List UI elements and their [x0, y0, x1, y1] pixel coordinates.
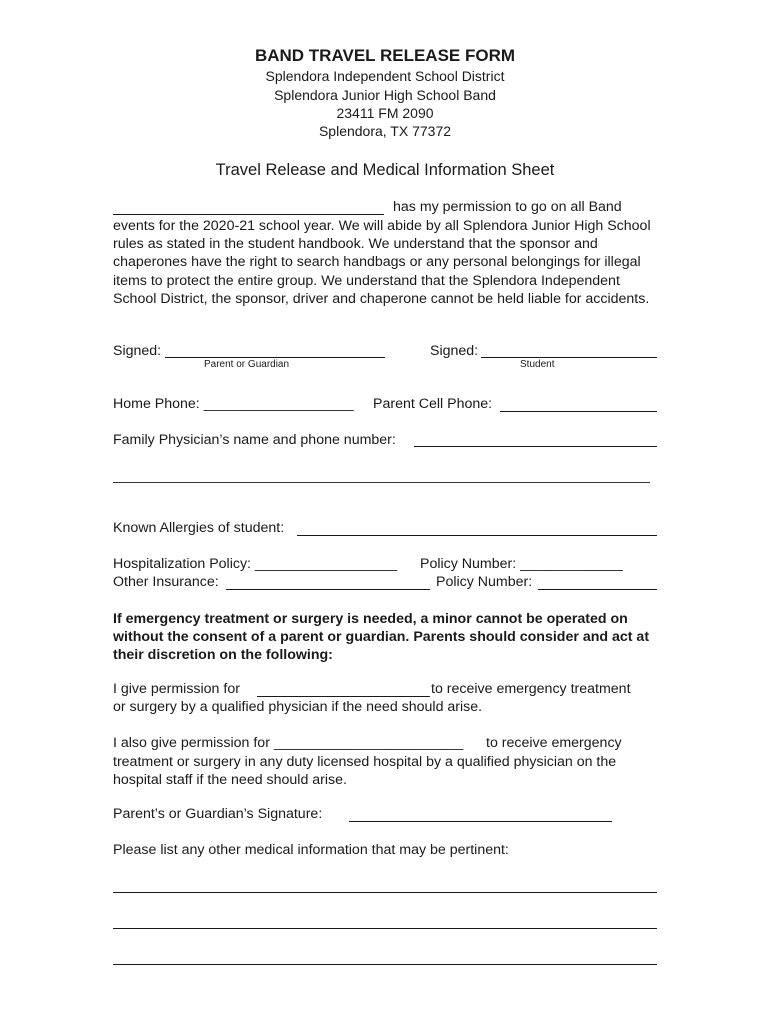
form-subtitle: Travel Release and Medical Information Sheet: [215, 161, 555, 179]
student-name-field[interactable]: [113, 214, 384, 215]
home-phone-field[interactable]: Home Phone: ___________________: [113, 396, 354, 412]
consent2-after: to receive emergency: [486, 735, 622, 751]
medical-info-line-3[interactable]: [113, 964, 657, 965]
form-title: BAND TRAVEL RELEASE FORM: [254, 46, 516, 65]
physician-field[interactable]: [414, 446, 657, 447]
hospitalization-policy-field[interactable]: Hospitalization Policy: __________________: [113, 556, 397, 572]
parent-cell-label: Parent Cell Phone:: [373, 396, 493, 412]
consent1-line2: or surgery by a qualified physician if the need should arise.: [113, 699, 483, 715]
parent-cell-field[interactable]: [500, 411, 657, 412]
physician-label: Family Physician’s name and phone number:: [113, 432, 396, 448]
medical-info-label: Please list any other medical information that may be pertinent:: [113, 842, 509, 858]
consent1-before: I give permission for: [113, 681, 240, 697]
emergency-notice: If emergency treatment or surgery is needed, a minor cannot be operated on without the consent of a parent or guardian. Parents should consider and act at their discretion on the following:: [113, 611, 650, 664]
medical-info-line-1[interactable]: [113, 892, 657, 893]
consent1-name-field[interactable]: [257, 696, 430, 697]
student-signature-field[interactable]: [481, 357, 657, 358]
consent2-rest: treatment or surgery in any duty licensed hospital by a qualified physician on the hospital staff if the need should arise.: [113, 754, 617, 789]
guardian-signature-label: Parent’s or Guardian’s Signature:: [113, 806, 323, 822]
parent-signature-field[interactable]: [165, 357, 385, 358]
school-name: Splendora Junior High School Band: [274, 87, 496, 103]
policy-number-field-1[interactable]: Policy Number: _____________: [420, 556, 623, 572]
guardian-signature-field[interactable]: [349, 821, 612, 822]
student-signed-label: Signed:: [430, 343, 479, 359]
student-caption: Student: [520, 359, 555, 370]
district-name: Splendora Independent School District: [265, 68, 505, 84]
physician-continuation-field[interactable]: [113, 482, 650, 483]
permission-first-line: has my permission to go on all Band: [393, 199, 622, 215]
permission-paragraph: events for the 2020-21 school year. We will abide by all Splendora Junior High School rules as stated in the student handbook. We understand that the sponsor and chaperones have the right to search handbags or any personal belongings for illegal items to protect the entire group. We understand that the Splendora Independent School District, the sponsor, driver and chaperone cannot be held liable for accidents.: [113, 218, 651, 307]
consent1-after: to receive emergency treatment: [431, 681, 631, 697]
policy-number-field-2[interactable]: [538, 589, 657, 590]
other-insurance-field[interactable]: [226, 589, 430, 590]
other-insurance-label: Other Insurance:: [113, 574, 219, 590]
parent-caption: Parent or Guardian: [204, 359, 290, 370]
allergies-field[interactable]: [297, 535, 657, 536]
consent2-before[interactable]: I also give permission for ________________________: [113, 735, 464, 751]
medical-info-line-2[interactable]: [113, 928, 657, 929]
policy-number-label-2: Policy Number:: [436, 574, 533, 590]
street-address: 23411 FM 2090: [336, 105, 434, 121]
city-address: Splendora, TX 77372: [318, 123, 452, 139]
parent-signed-label: Signed:: [113, 343, 162, 359]
allergies-label: Known Allergies of student:: [113, 520, 285, 536]
